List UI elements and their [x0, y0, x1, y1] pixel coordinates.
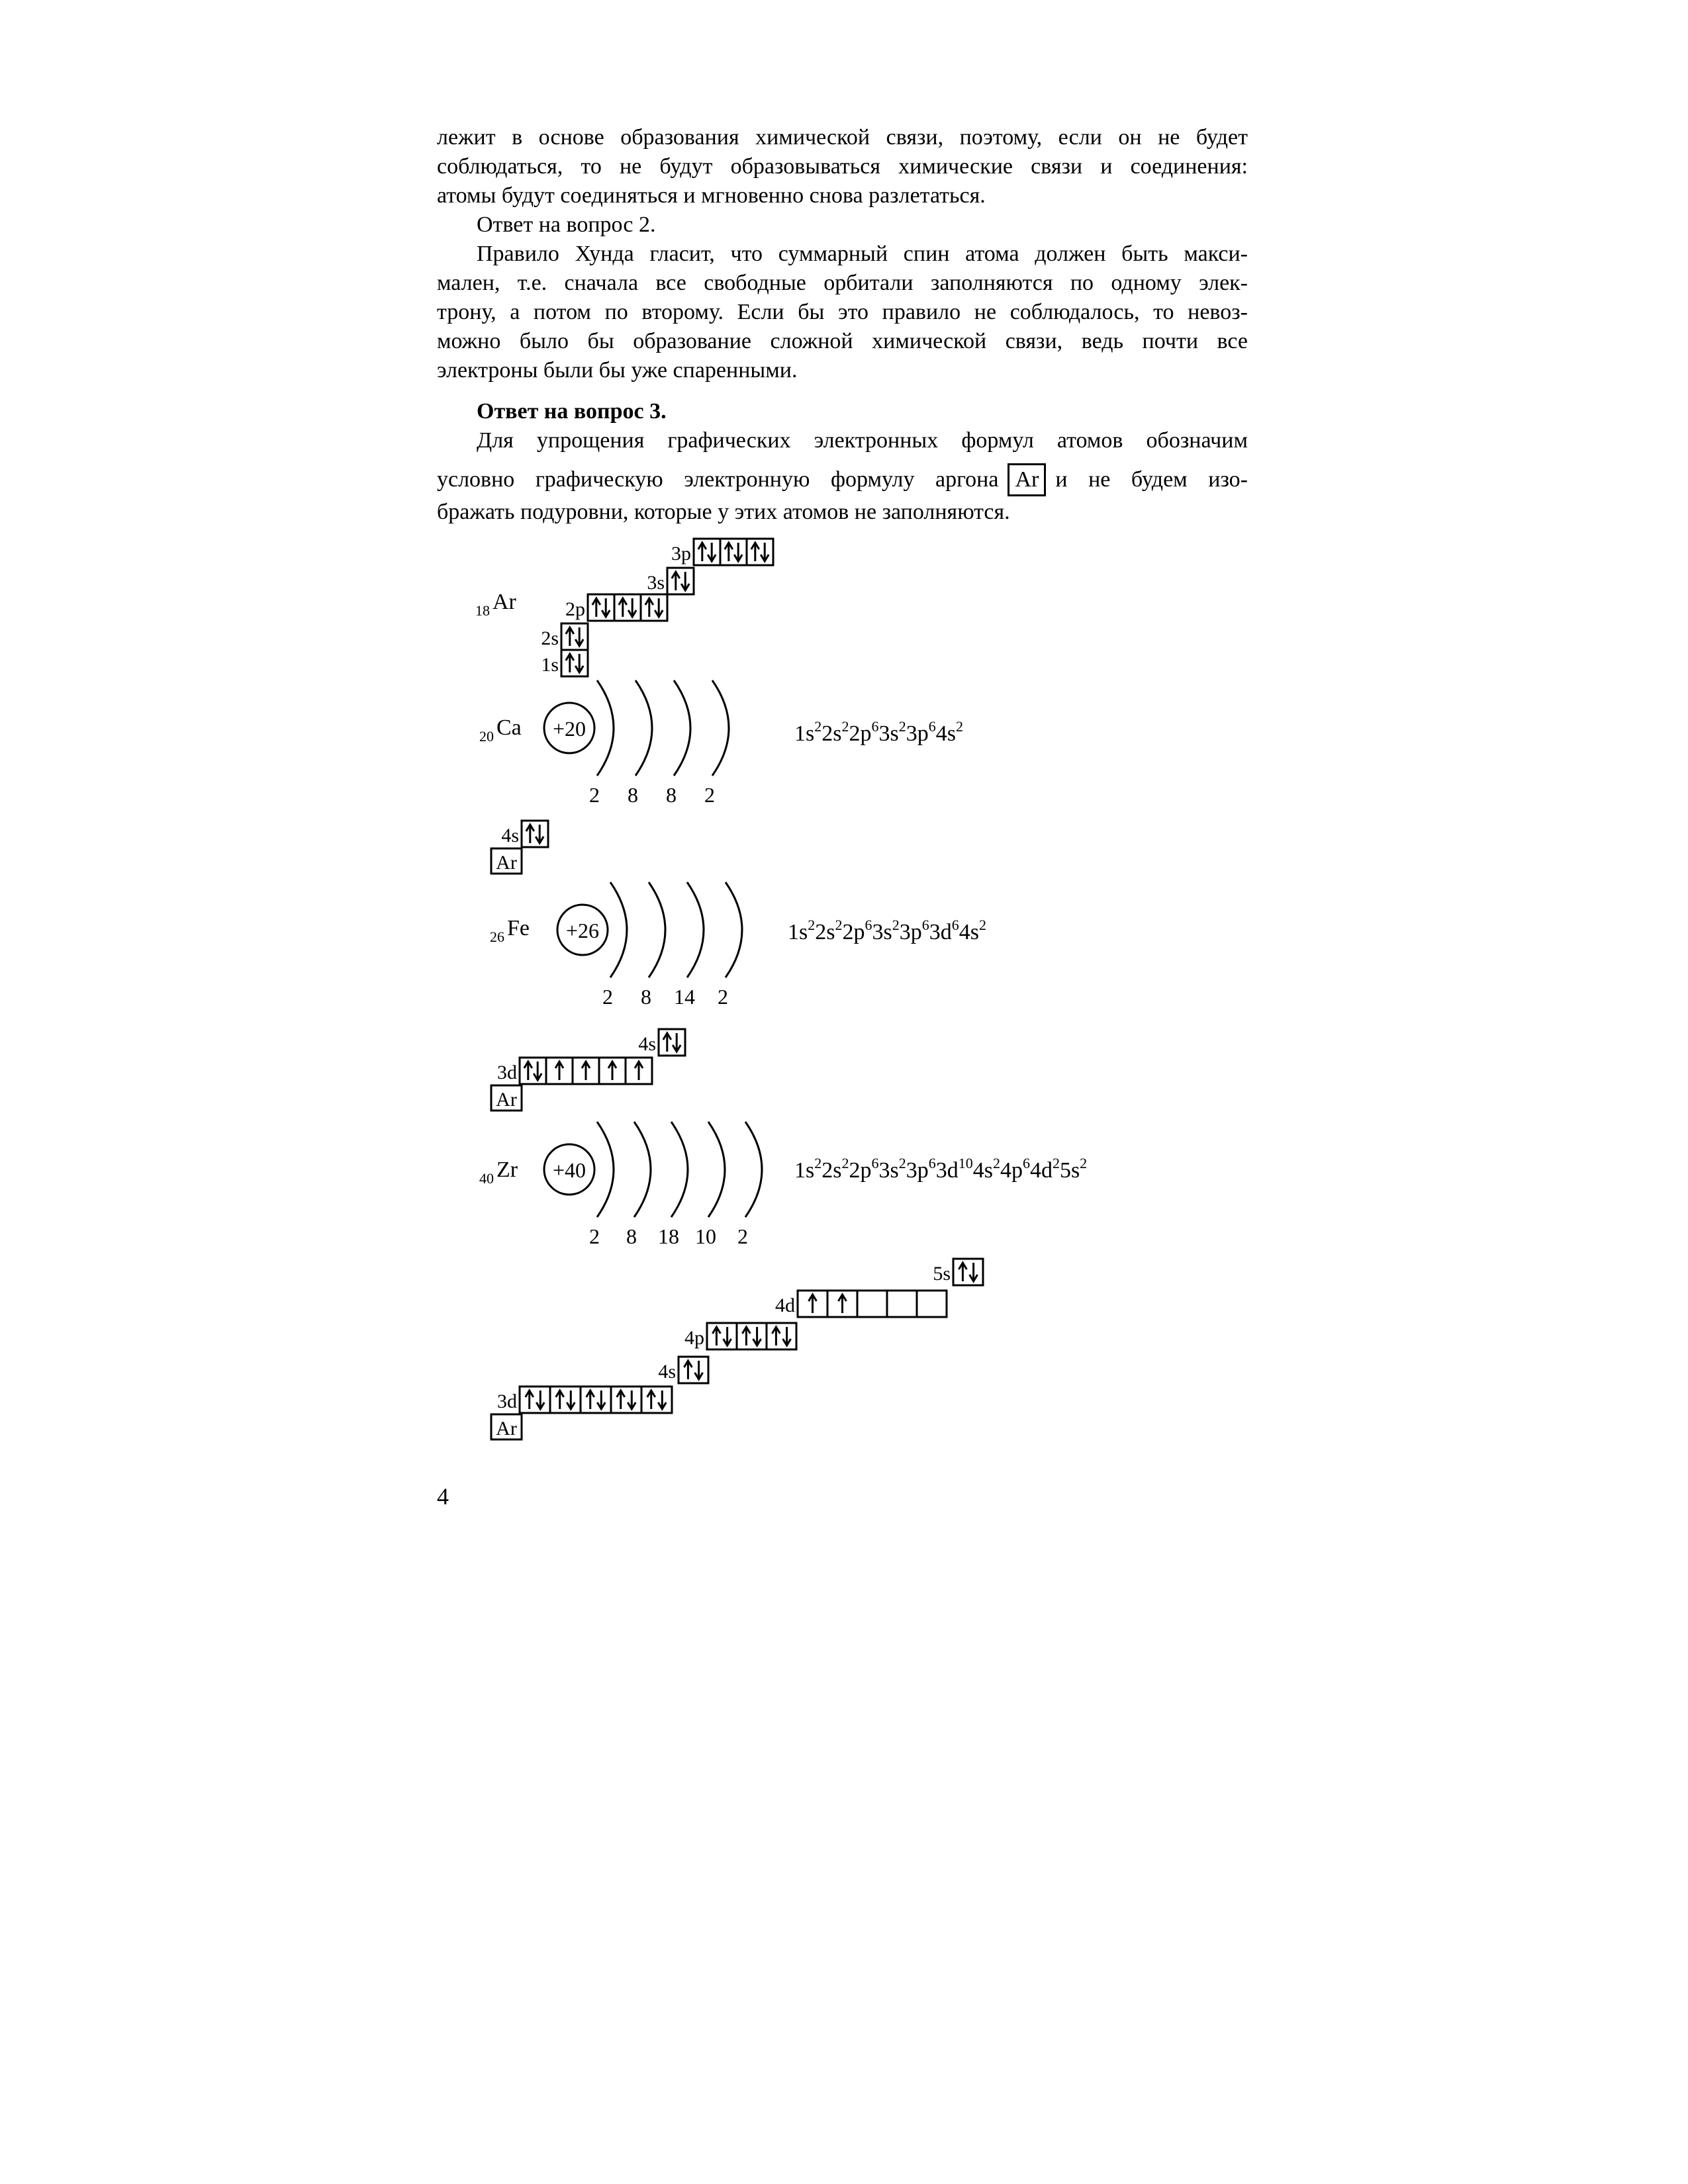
zr-orbital-cell — [887, 1291, 917, 1317]
zr-formula-term: 4p — [1000, 1158, 1023, 1183]
ar-orbital-cell — [747, 539, 773, 565]
zr-orbital-cell — [550, 1387, 581, 1413]
zr-formula-term: 4d — [1029, 1158, 1053, 1183]
zr-formula-term: 3d — [935, 1158, 959, 1183]
zr-formula-term-exponent: 2 — [841, 1155, 849, 1171]
fe-shell-electron-count: 2 — [602, 985, 613, 1009]
fe-electron-shell — [649, 882, 665, 978]
ar-level-label: 2p — [565, 598, 585, 620]
ca-formula-term: 4s — [935, 721, 956, 746]
paragraph-2-line-2: мален, т.е. сначала все свободные орбитали заполняются по одному элек- — [437, 271, 1248, 295]
zr-formula-term-exponent: 6 — [928, 1155, 936, 1171]
ar-orbital-cell — [641, 594, 667, 621]
ca-formula-term-exponent: 2 — [898, 718, 906, 735]
ca-nucleus-charge: +20 — [552, 717, 586, 741]
zr-orbital-cell — [953, 1259, 983, 1285]
zr-formula-term-exponent: 6 — [871, 1155, 879, 1171]
fe-level-label: 4s — [638, 1033, 656, 1055]
zr-formula-term-exponent: 2 — [1052, 1155, 1060, 1171]
zr-shell-electron-count: 2 — [589, 1224, 600, 1248]
zr-formula-term: 4s — [972, 1158, 993, 1183]
ca-element-symbol: Ca — [496, 715, 522, 740]
zr-orbital-cell — [581, 1387, 611, 1413]
argon-core-box: Ar — [1008, 463, 1046, 496]
zr-formula-term: 2s — [821, 1158, 842, 1183]
zr-formula-term-exponent: 2 — [1080, 1155, 1088, 1171]
zr-formula-term: 1s — [794, 1158, 815, 1183]
zr-atomic-number: 40 — [479, 1170, 494, 1187]
zr-shell-electron-count: 8 — [626, 1224, 637, 1248]
fe-atomic-number: 26 — [490, 929, 504, 945]
zr-shell-electron-count: 18 — [658, 1224, 679, 1248]
ca-electron-shell — [712, 680, 729, 776]
ca-electron-shell — [674, 680, 690, 776]
ar-orbital-cell — [561, 650, 588, 676]
paragraph-3-line-1: Для упрощения графических электронных формул атомов обозначим — [477, 428, 1248, 453]
page-number: 4 — [437, 1483, 449, 1510]
ca-shell-electron-count: 2 — [589, 783, 600, 807]
zr-formula-term: 5s — [1059, 1158, 1080, 1183]
ca-core-label: Ar — [496, 852, 517, 874]
ar-orbital-cell — [614, 594, 641, 621]
paragraph-2-line-5: электроны были бы уже спаренными. — [437, 358, 798, 383]
fe-formula-term-exponent: 2 — [808, 917, 816, 933]
fe-formula-term: 1s — [788, 920, 808, 944]
paragraph-1-line-2: соблюдаться, то не будут образовываться химические связи и соединения: — [437, 154, 1248, 179]
fe-formula-term-exponent: 2 — [978, 917, 986, 933]
zr-orbital-cell — [737, 1323, 767, 1349]
zr-level-label: 4p — [684, 1327, 704, 1349]
fe-shell-electron-count: 2 — [718, 985, 728, 1009]
fe-formula-term: 3d — [929, 920, 952, 944]
ca-formula-term: 2p — [849, 721, 872, 746]
zr-formula-term: 3p — [906, 1158, 929, 1183]
zr-electron-formula — [794, 1155, 1087, 1183]
fe-core-label: Ar — [496, 1089, 517, 1111]
zr-formula-term-exponent: 6 — [1022, 1155, 1030, 1171]
zr-orbital-cell — [611, 1387, 641, 1413]
ar-level-label: 3s — [647, 572, 665, 594]
fe-formula-term: 3s — [872, 920, 892, 944]
zr-nucleus-charge: +40 — [552, 1158, 586, 1182]
zr-electron-shell — [634, 1122, 651, 1217]
ca-formula-term-exponent: 2 — [841, 718, 849, 735]
ca-electron-shell — [635, 680, 652, 776]
ar-orbital-cell — [694, 539, 720, 565]
zr-formula-term-exponent: 10 — [958, 1155, 973, 1171]
zr-level-label: 4s — [658, 1361, 676, 1383]
zr-core-label: Ar — [496, 1418, 517, 1439]
answer-3-heading: Ответ на вопрос 3. — [477, 399, 667, 424]
answer-2-heading: Ответ на вопрос 2. — [477, 212, 656, 237]
ca-shell-electron-count: 8 — [628, 783, 638, 807]
ca-formula-term: 3s — [878, 721, 899, 746]
zr-orbital-cell — [767, 1323, 796, 1349]
ar-orbital-cell — [588, 594, 614, 621]
fe-shell-electron-count: 8 — [641, 985, 651, 1009]
ca-atomic-number: 20 — [479, 728, 494, 745]
ar-orbital-cell — [561, 623, 588, 650]
zr-electron-shell — [745, 1122, 762, 1217]
ca-shell-electron-count: 2 — [704, 783, 715, 807]
zr-electron-shell — [708, 1122, 725, 1217]
zr-orbital-cell — [707, 1323, 737, 1349]
fe-formula-term: 3p — [899, 920, 922, 944]
paragraph-2-line-3: трону, а потом по второму. Если бы это правило не соблюдалось, то невоз- — [437, 300, 1248, 324]
zr-orbital-cell — [857, 1291, 887, 1317]
ca-electron-formula — [794, 718, 963, 747]
fe-electron-shell — [610, 882, 627, 978]
ca-formula-term-exponent: 2 — [955, 718, 963, 735]
zr-electron-shell — [671, 1122, 688, 1217]
fe-formula-term-exponent: 2 — [835, 917, 843, 933]
ca-formula-term-exponent: 2 — [814, 718, 822, 735]
zr-level-label: 3d — [497, 1390, 517, 1412]
ca-electron-shell — [597, 680, 614, 776]
zr-orbital-cell — [917, 1291, 947, 1317]
paragraph-3-line-2-end: и не будем изо- — [1055, 467, 1248, 492]
paragraph-3-line-2-start: условно графическую электронную формулу аргона — [437, 467, 999, 492]
fe-electron-formula — [788, 917, 986, 945]
ar-level-label: 2s — [541, 627, 559, 649]
ar-level-label: 1s — [541, 654, 559, 676]
zr-formula-term: 3s — [878, 1158, 899, 1183]
fe-nucleus-charge: +26 — [565, 919, 600, 942]
fe-formula-term-exponent: 2 — [892, 917, 900, 933]
ca-formula-term-exponent: 6 — [928, 718, 936, 735]
fe-formula-term-exponent: 6 — [921, 917, 929, 933]
fe-formula-term-exponent: 6 — [951, 917, 959, 933]
zr-formula-term-exponent: 2 — [992, 1155, 1000, 1171]
zr-level-label: 4d — [775, 1295, 795, 1316]
ca-formula-term: 3p — [906, 721, 929, 746]
zr-shell-electron-count: 10 — [695, 1224, 716, 1248]
paragraph-1-line-1: лежит в основе образования химической связи, поэтому, если он не будет — [437, 125, 1248, 150]
ca-orbital-cell — [522, 821, 548, 847]
zr-orbital-cell — [520, 1387, 550, 1413]
ar-orbital-cell — [667, 568, 694, 594]
fe-electron-shell — [687, 882, 704, 978]
paragraph-2-line-1: Правило Хунда гласит, что суммарный спин атома должен быть макси- — [477, 242, 1248, 266]
zr-element-symbol: Zr — [496, 1158, 518, 1182]
ca-level-label: 4s — [501, 825, 519, 846]
ca-formula-term-exponent: 6 — [871, 718, 879, 735]
fe-formula-term: 2s — [815, 920, 835, 944]
zr-electron-shell — [597, 1122, 614, 1217]
zr-orbital-cell — [679, 1357, 708, 1383]
paragraph-2-line-4: можно было бы образование сложной химической связи, ведь почти все — [437, 329, 1248, 353]
fe-level-label: 3d — [497, 1062, 517, 1083]
fe-orbital-cell — [659, 1029, 685, 1056]
paragraph-3-line-3: бражать подуровни, которые у этих атомов не заполняются. — [437, 500, 1010, 524]
fe-formula-term: 4s — [959, 920, 979, 944]
fe-formula-term: 2p — [842, 920, 865, 944]
ar-orbital-cell — [720, 539, 747, 565]
fe-electron-shell — [726, 882, 742, 978]
ar-atomic-number: 18 — [475, 602, 490, 619]
fe-orbital-cell — [520, 1058, 546, 1084]
ca-formula-term: 1s — [794, 721, 815, 746]
zr-level-label: 5s — [933, 1263, 951, 1285]
zr-formula-term-exponent: 2 — [898, 1155, 906, 1171]
fe-shell-electron-count: 14 — [674, 985, 695, 1009]
ar-element-symbol: Ar — [492, 590, 516, 614]
paragraph-1-line-3: атомы будут соединяться и мгновенно снова разлетаться. — [437, 183, 986, 208]
ar-level-label: 3p — [671, 543, 691, 565]
fe-formula-term-exponent: 6 — [865, 917, 872, 933]
zr-orbital-cell — [641, 1387, 672, 1413]
zr-formula-term-exponent: 2 — [814, 1155, 822, 1171]
zr-formula-term: 2p — [849, 1158, 872, 1183]
zr-shell-electron-count: 2 — [737, 1224, 748, 1248]
fe-element-symbol: Fe — [507, 916, 530, 940]
ca-shell-electron-count: 8 — [666, 783, 677, 807]
ca-formula-term: 2s — [821, 721, 842, 746]
